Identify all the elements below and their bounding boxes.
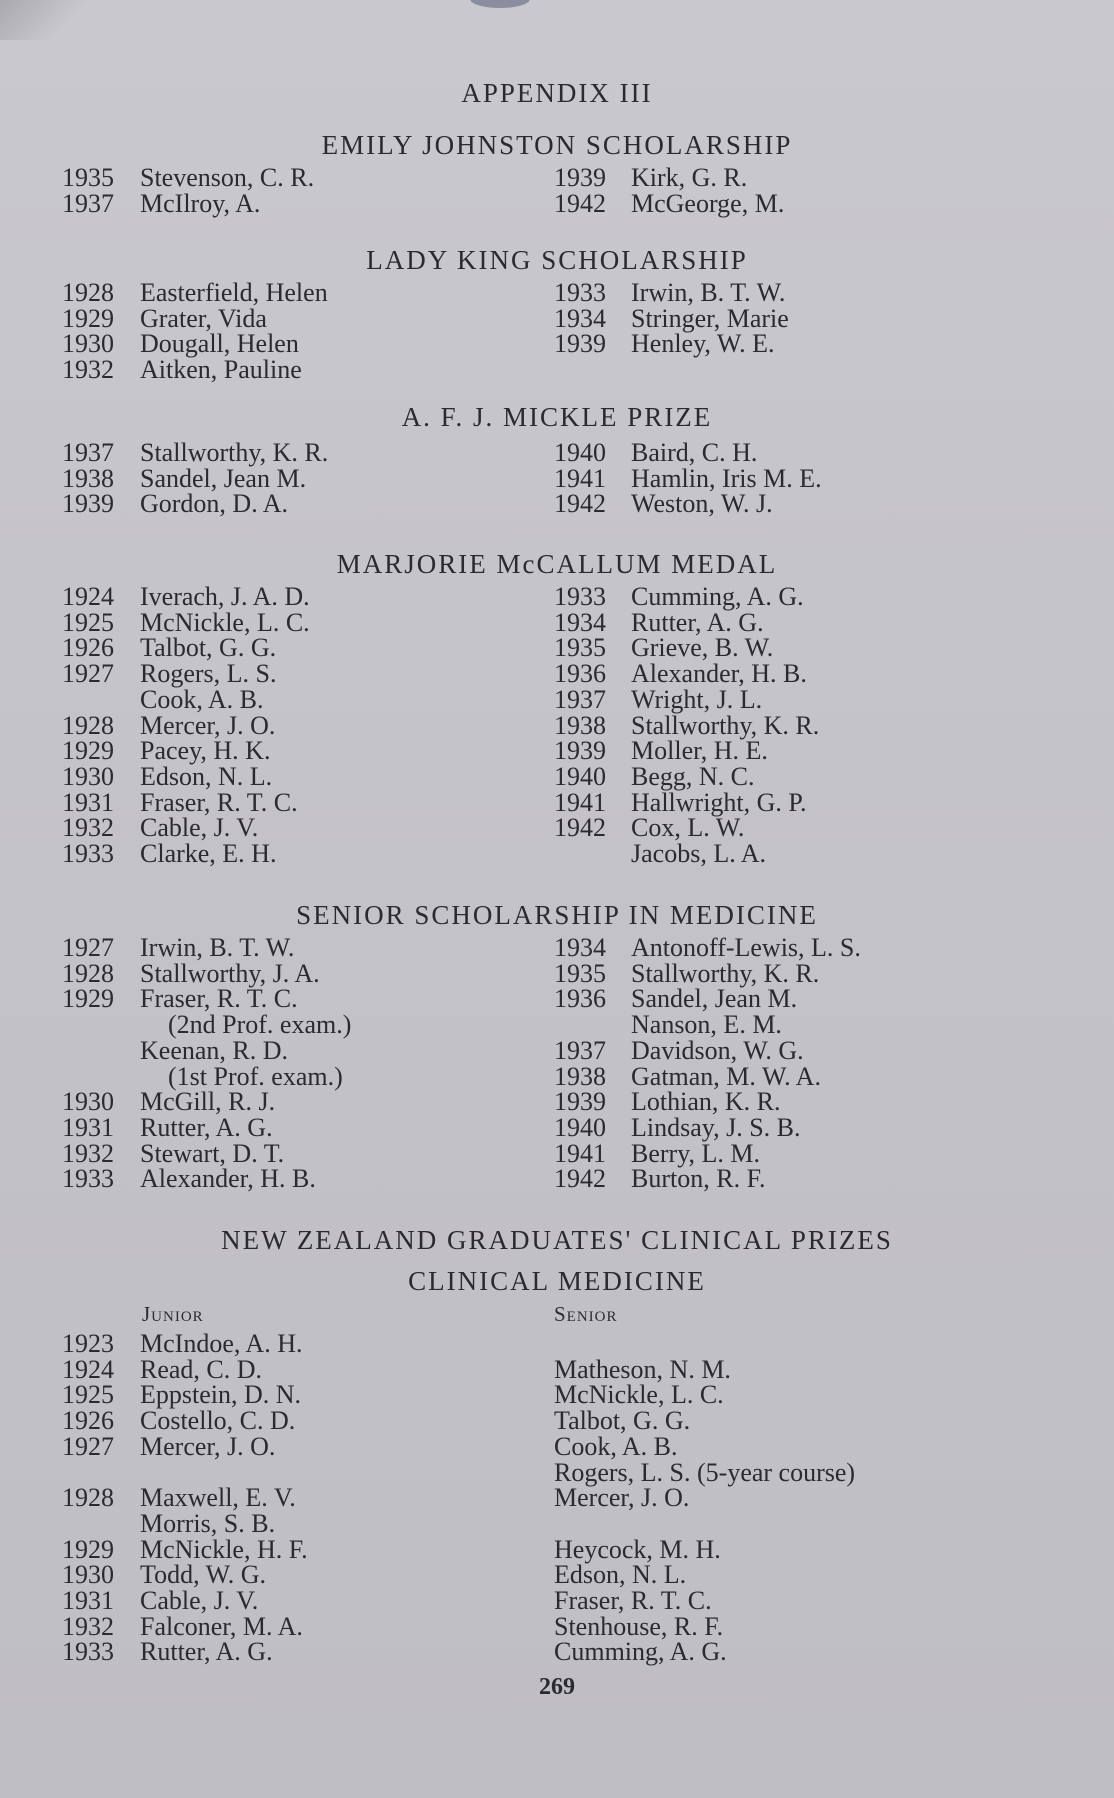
junior-column-label: Junior [142, 1302, 204, 1326]
year: 1934 [554, 933, 606, 962]
year: 1932 [62, 1611, 114, 1641]
recipient-name: Weston, W. J. [631, 489, 773, 519]
recipient-name: Cable, J. V. [140, 813, 259, 843]
senior-recipient: Talbot, G. G. [554, 1406, 691, 1436]
year: 1933 [62, 1637, 114, 1667]
year: 1933 [554, 278, 606, 307]
recipient-name: Antonoff-Lewis, L. S. [631, 933, 861, 962]
recipient-name: Begg, N. C. [631, 761, 755, 791]
year: 1937 [554, 684, 606, 714]
recipient-name: McGeorge, M. [631, 188, 785, 218]
recipient-name: Cox, L. W. [631, 813, 745, 843]
section-title-ladyking: LADY KING SCHOLARSHIP [366, 245, 748, 275]
recipient-name: Lothian, K. R. [631, 1087, 781, 1117]
recipient-name: Stevenson, C. R. [140, 163, 315, 192]
recipient-name: Alexander, H. B. [631, 659, 807, 689]
year: 1937 [554, 1035, 606, 1065]
recipient-name: Pacey, H. K. [140, 736, 271, 766]
year: 1941 [554, 463, 606, 493]
section-title-senior: SENIOR SCHOLARSHIP IN MEDICINE [296, 900, 818, 930]
recipient-name: Irwin, B. T. W. [140, 933, 295, 962]
recipient-name: Baird, C. H. [631, 438, 758, 467]
recipient-name: Nanson, E. M. [631, 1010, 782, 1040]
recipient-name: Stallworthy, J. A. [140, 958, 320, 988]
page-number: 269 [539, 1674, 575, 1700]
year: 1942 [554, 813, 606, 843]
recipient-name: Grieve, B. W. [631, 633, 774, 663]
senior-recipient: Fraser, R. T. C. [554, 1586, 712, 1615]
recipient-name: Burton, R. F. [631, 1164, 766, 1194]
year: 1925 [62, 607, 114, 637]
year: 1924 [62, 1354, 114, 1384]
recipient-name: Dougall, Helen [140, 329, 299, 359]
year: 1923 [62, 1329, 114, 1358]
year: 1939 [554, 163, 606, 192]
recipient-name: Keenan, R. D. [140, 1035, 289, 1065]
senior-recipient: Edson, N. L. [554, 1560, 687, 1590]
year: 1938 [554, 710, 606, 740]
junior-recipient: Maxwell, E. V. [140, 1483, 296, 1513]
recipient-name: Stallworthy, K. R. [631, 958, 820, 988]
year: 1933 [62, 839, 114, 868]
year: 1928 [62, 1483, 114, 1513]
junior-recipient: Mercer, J. O. [140, 1431, 276, 1461]
year: 1931 [62, 1112, 114, 1142]
junior-recipient: McNickle, H. F. [140, 1534, 308, 1564]
year: 1930 [62, 329, 114, 359]
junior-recipient: Todd, W. G. [140, 1560, 267, 1590]
section-subtitle-clinical-medicine: CLINICAL MEDICINE [408, 1266, 706, 1296]
recipient-name: Stringer, Marie [631, 303, 789, 333]
year: 1927 [62, 933, 114, 962]
recipient-name: Cook, A. B. [140, 684, 264, 714]
worn-corner [0, 0, 90, 40]
junior-recipient: Eppstein, D. N. [140, 1380, 302, 1410]
recipient-name: Stewart, D. T. [140, 1138, 285, 1168]
senior-recipient: McNickle, L. C. [554, 1380, 724, 1410]
recipient-name: Rutter, A. G. [140, 1112, 273, 1142]
year: 1927 [62, 1431, 114, 1461]
year: 1931 [62, 1586, 114, 1615]
recipient-name: Cumming, A. G. [631, 582, 804, 611]
recipient-name: Gordon, D. A. [140, 489, 289, 519]
recipient-name: Easterfield, Helen [140, 278, 328, 307]
recipient-name: Moller, H. E. [631, 736, 768, 766]
recipient-name: Irwin, B. T. W. [631, 278, 786, 307]
recipient-name: Kirk, G. R. [631, 163, 748, 192]
year: 1935 [554, 958, 606, 988]
section-title-mccallum: MARJORIE McCALLUM MEDAL [336, 549, 778, 579]
recipient-name: Hamlin, Iris M. E. [631, 463, 822, 493]
recipient-name: Grater, Vida [140, 303, 267, 333]
year: 1926 [62, 1406, 114, 1436]
year: 1935 [554, 633, 606, 663]
year: 1938 [554, 1061, 606, 1091]
senior-recipient: Cumming, A. G. [554, 1637, 727, 1667]
recipient-name: Clarke, E. H. [140, 839, 277, 868]
year: 1928 [62, 710, 114, 740]
year: 1926 [62, 633, 114, 663]
recipient-name: (1st Prof. exam.) [168, 1061, 343, 1091]
recipient-name: Davidson, W. G. [631, 1035, 804, 1065]
year: 1929 [62, 736, 114, 766]
top-stain [470, 0, 530, 8]
year: 1927 [62, 659, 114, 689]
recipient-name: Henley, W. E. [631, 329, 775, 359]
junior-recipient: Cable, J. V. [140, 1586, 259, 1615]
recipient-name: Fraser, R. T. C. [140, 984, 298, 1014]
senior-recipient: Heycock, M. H. [554, 1534, 721, 1564]
year: 1933 [62, 1164, 114, 1194]
year: 1929 [62, 1534, 114, 1564]
year: 1930 [62, 1087, 114, 1117]
year: 1933 [554, 582, 606, 611]
junior-recipient: Read, C. D. [140, 1354, 263, 1384]
year: 1930 [62, 1560, 114, 1590]
recipient-name: Stallworthy, K. R. [140, 438, 329, 467]
junior-recipient: McIndoe, A. H. [140, 1329, 303, 1358]
recipient-name: Gatman, M. W. A. [631, 1061, 821, 1091]
junior-recipient: Morris, S. B. [140, 1508, 276, 1538]
appendix-title: APPENDIX III [461, 78, 653, 108]
year: 1934 [554, 303, 606, 333]
year: 1941 [554, 1138, 606, 1168]
recipient-name: Stallworthy, K. R. [631, 710, 820, 740]
year: 1928 [62, 958, 114, 988]
recipient-name: Jacobs, L. A. [631, 839, 767, 868]
recipient-name: Rutter, A. G. [631, 607, 764, 637]
year: 1936 [554, 984, 606, 1014]
year: 1942 [554, 489, 606, 519]
recipient-name: Alexander, H. B. [140, 1164, 316, 1194]
recipient-name: Iverach, J. A. D. [140, 582, 310, 611]
year: 1931 [62, 787, 114, 817]
year: 1939 [554, 736, 606, 766]
year: 1935 [62, 163, 114, 192]
junior-recipient: Rutter, A. G. [140, 1637, 273, 1667]
recipient-name: McIlroy, A. [140, 188, 261, 218]
recipient-name: Hallwright, G. P. [631, 787, 807, 817]
recipient-name: Fraser, R. T. C. [140, 787, 298, 817]
year: 1929 [62, 303, 114, 333]
recipient-name: Sandel, Jean M. [140, 463, 307, 493]
year: 1925 [62, 1380, 114, 1410]
year: 1934 [554, 607, 606, 637]
year: 1932 [62, 813, 114, 843]
year: 1929 [62, 984, 114, 1014]
year: 1936 [554, 659, 606, 689]
year: 1942 [554, 188, 606, 218]
section-title-mickle: A. F. J. MICKLE PRIZE [401, 402, 713, 432]
year: 1939 [554, 329, 606, 359]
senior-recipient: Matheson, N. M. [554, 1354, 731, 1384]
year: 1932 [62, 355, 114, 385]
recipient-name: Rogers, L. S. [140, 659, 277, 689]
recipient-name: Aitken, Pauline [140, 355, 302, 385]
year: 1937 [62, 438, 114, 467]
senior-recipient: Stenhouse, R. F. [554, 1611, 724, 1641]
year: 1932 [62, 1138, 114, 1168]
section-title-nzgrad: NEW ZEALAND GRADUATES' CLINICAL PRIZES [221, 1225, 893, 1255]
year: 1928 [62, 278, 114, 307]
senior-column-label: Senior [554, 1302, 618, 1326]
year: 1940 [554, 761, 606, 791]
recipient-name: Sandel, Jean M. [631, 984, 798, 1014]
year: 1939 [62, 489, 114, 519]
recipient-name: (2nd Prof. exam.) [168, 1010, 352, 1040]
junior-recipient: Costello, C. D. [140, 1406, 296, 1436]
recipient-name: Berry, L. M. [631, 1138, 761, 1168]
year: 1924 [62, 582, 114, 611]
recipient-name: Edson, N. L. [140, 761, 273, 791]
section-title-emily: EMILY JOHNSTON SCHOLARSHIP [321, 130, 793, 160]
year: 1930 [62, 761, 114, 791]
year: 1938 [62, 463, 114, 493]
recipient-name: McNickle, L. C. [140, 607, 310, 637]
year: 1942 [554, 1164, 606, 1194]
year: 1939 [554, 1087, 606, 1117]
year: 1940 [554, 438, 606, 467]
senior-recipient: Mercer, J. O. [554, 1483, 690, 1513]
year: 1941 [554, 787, 606, 817]
senior-recipient: Cook, A. B. [554, 1431, 678, 1461]
recipient-name: Talbot, G. G. [140, 633, 277, 663]
year: 1937 [62, 188, 114, 218]
recipient-name: Wright, J. L. [631, 684, 763, 714]
senior-recipient: Rogers, L. S. (5-year course) [554, 1457, 856, 1487]
recipient-name: Lindsay, J. S. B. [631, 1112, 801, 1142]
recipient-name: Mercer, J. O. [140, 710, 276, 740]
recipient-name: McGill, R. J. [140, 1087, 276, 1117]
junior-recipient: Falconer, M. A. [140, 1611, 303, 1641]
year: 1940 [554, 1112, 606, 1142]
